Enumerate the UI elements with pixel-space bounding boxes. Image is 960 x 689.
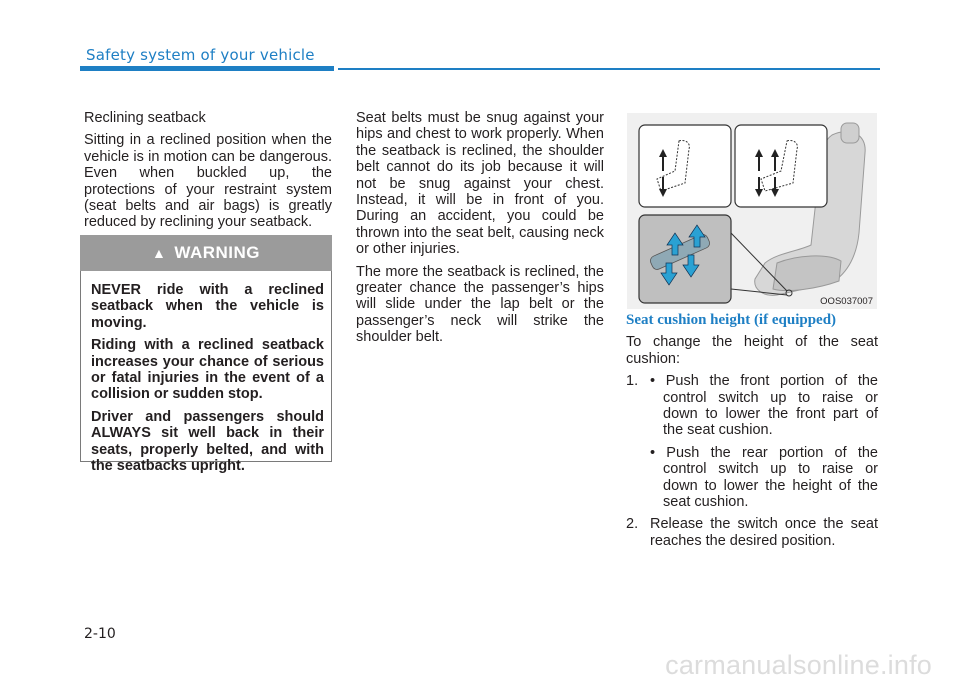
seat-cushion-intro: To change the height of the seat cushion:	[626, 334, 878, 367]
list-item	[626, 373, 878, 510]
seat-cushion-heading: Seat cushion height (if equipped)	[626, 312, 837, 328]
seatbelt-paragraph-2: The more the seatback is reclined, the greater chance the passenger’s hips will slide under the lap belt or the passenger’s neck will strike the shoulder belt.	[356, 263, 604, 346]
warning-paragraph-1: NEVER ride with a reclined seatback when the vehicle is moving.	[91, 282, 324, 331]
subheading-reclining-seatback: Reclining seatback	[84, 110, 206, 126]
step-2-text: Release the switch once the seat reaches the desired position.	[650, 516, 878, 549]
step-1-front: • Push the front portion of the control switch up to raise or down to lower the front part of the seat cushion.	[650, 373, 878, 439]
warning-header	[80, 235, 332, 271]
page-number: 2-10	[84, 626, 116, 642]
seat-illustration-graphic	[627, 113, 877, 309]
header-rule-thick	[80, 66, 334, 71]
header-rule-thin	[338, 68, 880, 70]
step-2-number: 2.	[626, 516, 639, 533]
column-left	[84, 110, 332, 237]
section-title: Safety system of your vehicle	[86, 46, 315, 64]
reclining-paragraph: Sitting in a reclined position when the vehicle is in motion can be dangerous. Even when buckled up, the protections of your restraint system (seat belts and air bags) is greatly reduced by reclining your seatback.	[84, 132, 332, 231]
seat-illustration	[627, 113, 877, 309]
watermark[interactable]: carmanualsonline.info	[665, 650, 932, 680]
seatbelt-paragraph-1: Seat belts must be snug against your hips and chest to work properly. When the seatback is reclined, the shoulder belt cannot do its job because it will not be snug against your chest. Instead, it will be in front of you. During an accident, you could be thrown into the seat belt, causing neck or other injuries.	[356, 110, 604, 258]
column-middle	[356, 110, 604, 352]
warning-label: WARNING	[174, 243, 261, 262]
column-right	[626, 312, 878, 555]
warning-text	[91, 282, 324, 480]
list-item	[626, 516, 878, 549]
figure-code: OOS037007	[820, 296, 873, 307]
step-1-number: 1.	[626, 373, 639, 390]
warning-triangle-icon: ▲	[151, 245, 167, 261]
warning-paragraph-2: Riding with a reclined seatback increases your chance of serious or fatal injuries in the event of a collision or sudden stop.	[91, 337, 324, 403]
warning-paragraph-3: Driver and passengers should ALWAYS sit well back in their seats, properly belted, and with the seatbacks upright.	[91, 408, 324, 475]
step-1-rear: • Push the rear portion of the control switch up to raise or down to lower the height of the seat cushion.	[650, 444, 878, 511]
